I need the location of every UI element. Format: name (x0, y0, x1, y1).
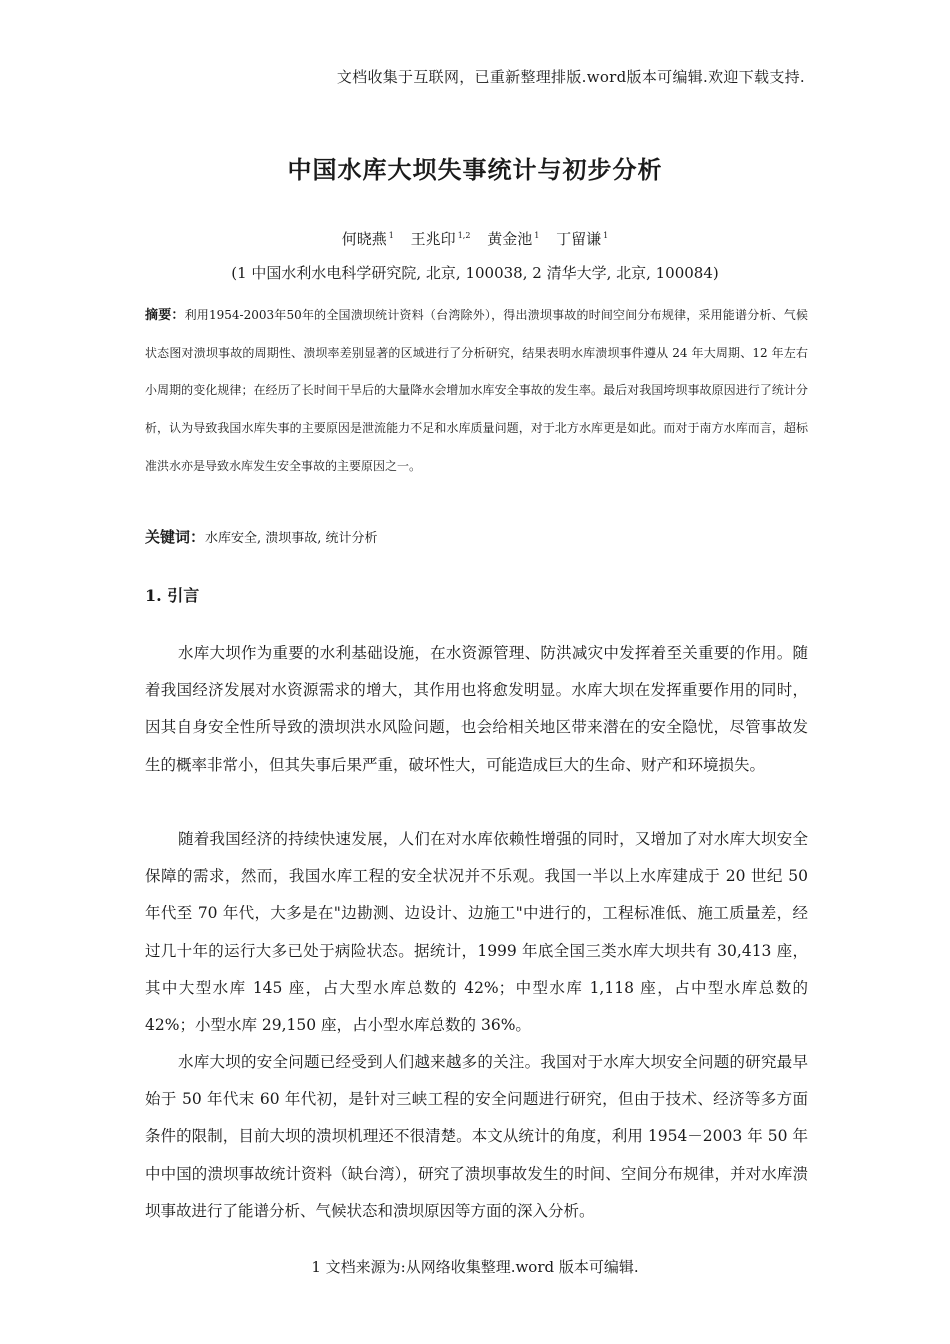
body-paragraph: 水库大坝作为重要的水利基础设施，在水资源管理、防洪减灾中发挥着至关重要的作用。随着我国经济发展对水资源需求的增大，其作用也将愈发明显。水库大坝在发挥重要作用的同时，因其自身安全性所导致的溃坝洪水风险问题，也会给相关地区带来潜在的安全隐忧，尽管事故发生的概率非常小，但其失事后果严重，破坏性大，可能造成巨大的生命、财产和环境损失。 (145, 644, 808, 774)
keywords-label: 关键词： (145, 528, 206, 546)
author-name: 何晓燕 (341, 230, 387, 248)
abstract-label: 摘要： (145, 308, 185, 323)
author-name: 丁留谦 (556, 230, 602, 248)
author-list (0, 228, 950, 249)
author-affiliation-mark: 1 (603, 231, 609, 240)
author-name: 黄金池 (487, 230, 533, 248)
keywords (145, 526, 378, 547)
author (487, 230, 539, 248)
body-paragraph: 水库大坝的安全问题已经受到人们越来越多的关注。我国对于水库大坝安全问题的研究最早始于 50 年代末 60 年代初，是针对三峡工程的安全问题进行研究，但由于技术、经济等多方面条件的限制，目前大坝的溃坝机理还不很清楚。本文从统计的角度，利用 1954－2003 年 50 年中中国的溃坝事故统计资料（缺台湾），研究了溃坝事故发生的时间、空间分布规律，并对水库溃坝事故进行了能谱分析、气候状态和溃坝原因等方面的深入分析。 (145, 1053, 808, 1220)
author (411, 230, 471, 248)
body-paragraph: 随着我国经济的持续快速发展，人们在对水库依赖性增强的同时，又增加了对水库大坝安全保障的需求，然而，我国水库工程的安全状况并不乐观。我国一半以上水库建成于 20 世纪 50 年代至 70 年代，大多是在"边勘测、边设计、边施工"中进行的，工程标准低、施工质量差，经过几十年的运行大多已处于病险状态。据统计，1999 年底全国三类水库大坝共有 30,413 座，其中大型水库 145 座，占大型水库总数的 42%；中型水库 1,118 座，占中型水库总数的 42%；小型水库 29,150 座，占小型水库总数的 36%。 (145, 830, 808, 1035)
section-heading: 1. 引言 (145, 586, 200, 605)
author (342, 230, 394, 248)
abstract (145, 297, 808, 486)
author-name: 王兆印 (410, 230, 456, 248)
abstract-text: 利用1954-2003年50年的全国溃坝统计资料（台湾除外），得出溃坝事故的时间空间分布规律，采用能谱分析、气候状态图对溃坝事故的周期性、溃坝率差别显著的区域进行了分析研究，结果表明水库溃坝事件遵从 24 年大周期、12 年左右小周期的变化规律；在经历了长时间干旱后的大量降水会增加水库安全事故的发生率。最后对我国垮坝事故原因进行了统计分析，认为导致我国水库失事的主要原因是泄流能力不足和水库质量问题，对于北方水库更是如此。而对于南方水库而言，超标准洪水亦是导致水库发生安全事故的主要原因之一。 (145, 308, 808, 473)
paper-title: 中国水库大坝失事统计与初步分析 (287, 155, 663, 184)
author-affiliation-mark: 1,2 (457, 231, 471, 240)
header-note: 文档收集于互联网，已重新整理排版.word版本可编辑.欢迎下载支持. (336, 68, 805, 86)
author-affiliation-mark: 1 (388, 231, 394, 240)
author-affiliation-mark: 1 (534, 231, 540, 240)
keywords-text: 水库安全, 溃坝事故, 统计分析 (205, 531, 378, 546)
footer-note: 1 文档来源为:从网络收集整理.word 版本可编辑. (311, 1258, 639, 1276)
affiliation: (1 中国水利水电科学研究院, 北京, 100038, 2 清华大学, 北京, 100084) (231, 264, 719, 282)
author (556, 230, 608, 248)
